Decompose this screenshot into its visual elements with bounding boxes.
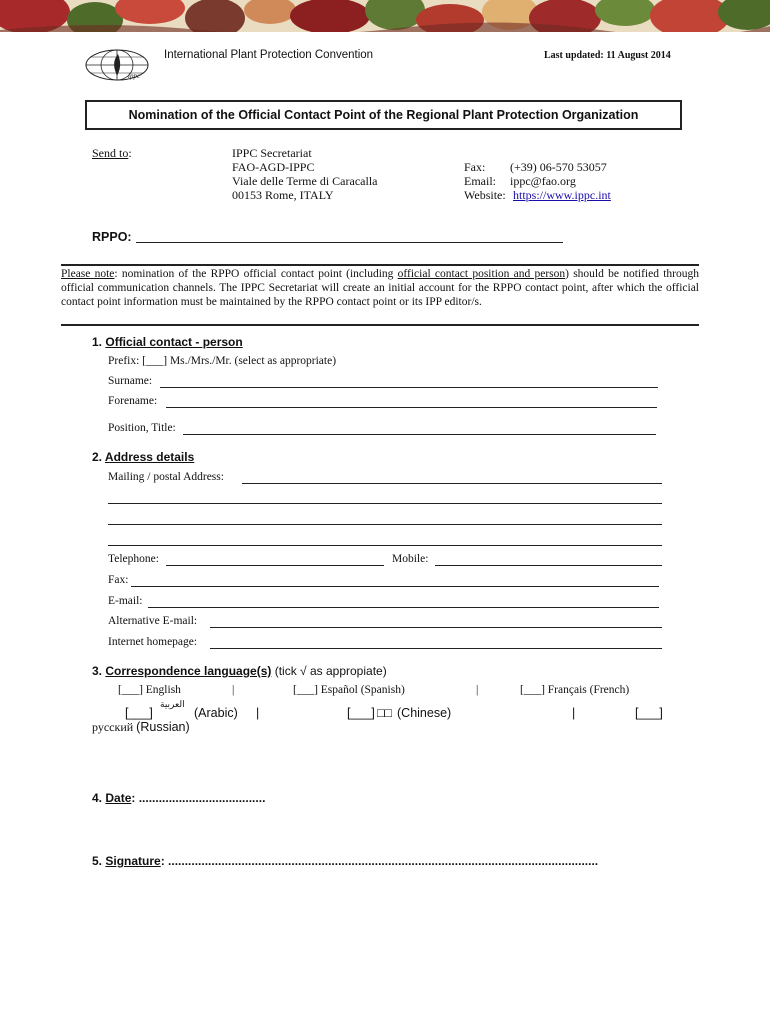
position-title-input[interactable] [183, 434, 656, 435]
lang-spanish-checkbox[interactable]: [___] Español (Spanish) [293, 684, 405, 696]
arabic-label: (Arabic) [194, 706, 238, 720]
lang-french-checkbox[interactable]: [___] Français (French) [520, 684, 630, 696]
arabic-script: العربية [160, 699, 185, 709]
russian-label: (Russian) [136, 720, 190, 734]
logo-text: ippc [128, 72, 141, 80]
divider-bottom [61, 324, 699, 326]
fax-field-label: Fax: [108, 574, 129, 586]
telephone-input[interactable] [166, 565, 384, 566]
mailing-address-input-3[interactable] [108, 524, 662, 525]
decorative-botanical-banner [0, 0, 770, 32]
mobile-label: Mobile: [392, 553, 429, 565]
ippc-logo [84, 48, 150, 82]
surname-input[interactable] [160, 387, 658, 388]
email-input[interactable] [148, 607, 659, 608]
alt-email-input[interactable] [210, 627, 662, 628]
homepage-label: Internet homepage: [108, 636, 198, 648]
lang-separator: | [572, 706, 576, 720]
mailing-address-input-4[interactable] [108, 545, 662, 546]
chinese-label: (Chinese) [397, 706, 452, 720]
mobile-input[interactable] [435, 565, 662, 566]
russian-label-line [92, 720, 190, 735]
lang-separator: | [232, 684, 235, 696]
rppo-label: RPPO: [92, 230, 132, 244]
website-label: Website: [464, 188, 506, 202]
fax-value: (+39) 06-570 53057 [510, 160, 607, 174]
alt-email-label: Alternative E-mail: [108, 615, 198, 627]
russian-script: русский [92, 720, 134, 734]
signature-fill-dots[interactable]: : ................................................................................................................................. [160, 854, 599, 868]
lang-chinese-checkbox[interactable]: [___] [347, 706, 375, 720]
please-note-label: Please note [61, 268, 115, 280]
mailing-address-input-2[interactable] [108, 503, 662, 504]
fax-label: Fax: [464, 160, 486, 174]
lang-russian-checkbox[interactable]: [___] [635, 706, 663, 720]
lang-english-checkbox[interactable]: [___] English [118, 684, 181, 696]
forename-input[interactable] [166, 407, 657, 408]
address-line-2: FAO-AGD-IPPC [232, 160, 315, 174]
forename-label: Forename: [108, 395, 158, 407]
lang-separator: | [256, 706, 260, 720]
website-link[interactable]: https://www.ippc.int [513, 188, 611, 202]
section-date: 4. Date: ...................................... [92, 791, 266, 805]
send-to-label: Send to: [92, 146, 132, 160]
section-language-heading: 3. Correspondence language(s) (tick √ as appropiate) [92, 664, 387, 678]
prefix-field[interactable]: Prefix: [___] Ms./Mrs./Mr. (select as appropriate) [108, 355, 337, 367]
divider-top [61, 264, 699, 266]
address-line-4: 00153 Rome, ITALY [232, 188, 334, 202]
lang-separator: | [476, 684, 479, 696]
rppo-fill-line[interactable] [136, 242, 563, 243]
lang-arabic-checkbox[interactable]: [___] [125, 706, 153, 720]
address-line-3: Viale delle Terme di Caracalla [232, 174, 378, 188]
section-address-heading: 2. Address details [92, 450, 195, 464]
mailing-address-label: Mailing / postal Address: [108, 471, 224, 483]
fax-input[interactable] [131, 586, 659, 587]
org-name: International Plant Protection Convention [164, 49, 374, 61]
telephone-label: Telephone: [108, 553, 159, 565]
email-label: Email: [464, 174, 496, 188]
form-title-box [85, 100, 682, 130]
section-official-contact-heading: 1. Official contact - person [92, 335, 243, 349]
note-underlined-text: official contact position and person [397, 268, 566, 280]
position-title-label: Position, Title: [108, 422, 176, 434]
section-signature: 5. Signature: ................................................................................................................................. [92, 854, 599, 868]
address-line-1: IPPC Secretariat [232, 146, 312, 160]
date-fill-dots[interactable]: : ...................................... [131, 791, 266, 805]
please-note-paragraph: Please note: nomination of the RPPO official contact point (including official contact position and person) should be notified through official communication channels. The IPPC Secretariat will create an initial account for the RPPO contact point, after which the official contact point information must be maintained by the RPPO contact point or its IPP editor/s. [61, 268, 699, 309]
mailing-address-input-1[interactable] [242, 483, 662, 484]
form-title: Nomination of the Official Contact Point of the Regional Plant Protection Organization [128, 108, 639, 122]
homepage-input[interactable] [210, 648, 662, 649]
email-field-label: E-mail: [108, 595, 143, 607]
last-updated: Last updated: 11 August 2014 [544, 50, 671, 61]
surname-label: Surname: [108, 375, 153, 387]
email-value: ippc@fao.org [510, 174, 576, 188]
chinese-script: □□ [377, 706, 393, 720]
